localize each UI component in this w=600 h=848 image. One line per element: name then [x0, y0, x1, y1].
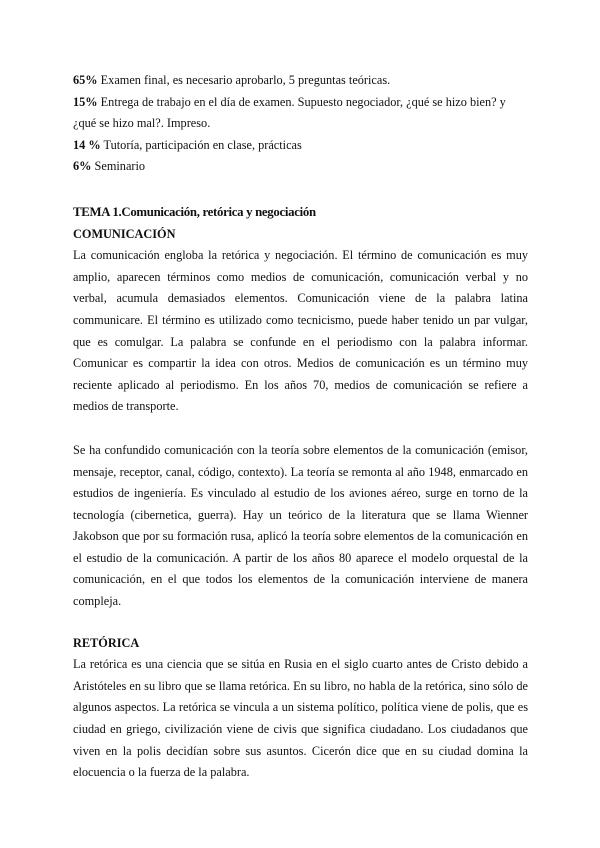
grading-item	[73, 92, 528, 135]
grading-text: Examen final, es necesario aprobarlo, 5 preguntas teóricas.	[97, 73, 391, 87]
section-heading-retorica: RETÓRICA	[73, 635, 140, 650]
grading-text: Seminario	[91, 159, 146, 174]
topic-title: TEMA 1.Comunicación, retórica y negociación	[73, 204, 316, 219]
grading-text: Entrega de trabajo en el día de examen. Supuesto negociador, ¿qué se hizo bien? y ¿qué se hizo mal?. Impreso.	[73, 94, 506, 131]
grading-list	[73, 70, 528, 178]
grading-text: Tutoría, participación en clase, prácticas	[100, 137, 302, 152]
grading-percent: 15%	[73, 94, 98, 109]
grading-percent: 6%	[73, 159, 92, 174]
grading-item	[73, 156, 528, 178]
section-heading-comunicacion: COMUNICACIÓN	[73, 226, 176, 241]
document-content	[73, 70, 528, 784]
grading-item	[73, 70, 528, 92]
grading-percent: 65%	[73, 73, 98, 87]
paragraph: Se ha confundido comunicación con la teoría sobre elementos de la comunicación (emisor, mensaje, receptor, canal, código, contexto). La teoría se remonta al año 1948, enmarcado en estudios de ingeniería. Es vinculado al estudio de los aviones aéreo, surge en torno de la tecnología (cibernetica, guerra). Hay un teórico de la literatura que se llama Wienner Jakobson que por su formación rusa, aplicó la teoría sobre elementos de la comunicación en el estudio de la comunicación. A partir de los años 80 aparece el modelo orquestal de la comunicación, en el que todos los elementos de la comunicación interviene de manera compleja.	[73, 442, 528, 609]
paragraph: La retórica es una ciencia que se sitúa en Rusia en el siglo cuarto antes de Cristo debido a Aristóteles en su libro que se llama retórica. En su libro, no habla de la retórica, sino sólo de algunos aspectos. La retórica se vincula a un sistema político, política viene de polis, que es ciudad en griego, civilización viene de civis que significa ciudadano. Los ciudadanos que viven en la polis decidían sobre sus asuntos. Cicerón dice que en su ciudad domina la elocuencia o la fuerza de la palabra.	[73, 657, 528, 780]
grading-percent: 14 %	[73, 137, 101, 152]
grading-item	[73, 135, 528, 157]
paragraph: La comunicación engloba la retórica y negociación. El término de comunicación es muy amplio, aparecen términos como medios de comunicación, comunicación verbal y no verbal, acumula demasiados elementos. Comunicación viene de la palabra latina communicare. El término es utilizado como tecnicismo, puede haber tenido un par vulgar, que es comulgar. La palabra se confunde en el periodismo con la palabra informar. Comunicar es compartir la idea con otros. Medios de comunicación es un término muy reciente aplicado al periodismo. En los años 70, medios de comunicación se refiere a medios de transporte.	[73, 248, 528, 414]
